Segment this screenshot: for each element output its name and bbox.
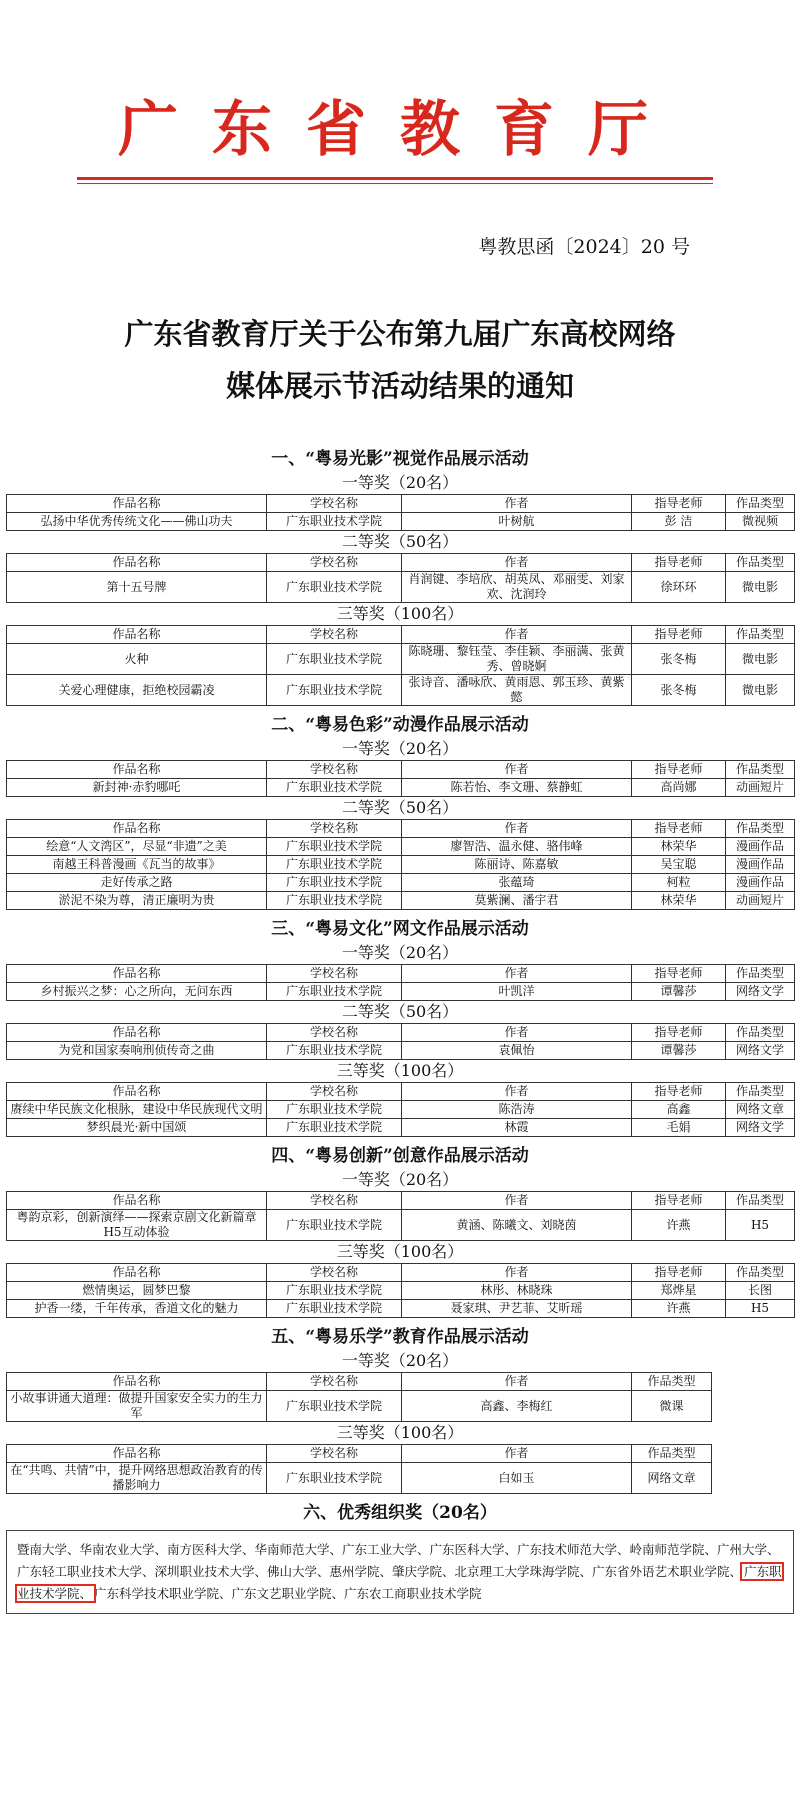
column-header: 学校名称: [267, 1192, 402, 1210]
table-cell: 广东职业技术学院: [267, 675, 402, 706]
table-row: [7, 983, 795, 1001]
document-number: 粤教思函〔2024〕20 号: [478, 236, 690, 258]
column-header: 作者: [402, 1445, 632, 1463]
table-cell: 高鑫: [632, 1101, 726, 1119]
table-cell: 动画短片: [726, 779, 795, 797]
org-award-list: [6, 1530, 794, 1614]
column-header: 学校名称: [267, 820, 402, 838]
column-header: 作品名称: [7, 1192, 267, 1210]
column-header: 作者: [402, 1192, 632, 1210]
column-header: 作者: [402, 820, 632, 838]
results-content: [6, 440, 794, 1614]
table-row: [7, 1391, 712, 1422]
column-header: 指导老师: [632, 1264, 726, 1282]
award-table: [6, 1082, 795, 1137]
column-header: 作品类型: [726, 761, 795, 779]
column-header: 作品类型: [726, 1264, 795, 1282]
table-cell: 林荣华: [632, 892, 726, 910]
table-cell: 小故事讲通大道理：做提升国家安全实力的生力军: [7, 1391, 267, 1422]
award-table: [6, 760, 795, 797]
table-row: [7, 1042, 795, 1060]
table-row: [7, 1119, 795, 1137]
table-row: [7, 644, 795, 675]
table-cell: 广东职业技术学院: [267, 838, 402, 856]
table-header-row: [7, 1373, 712, 1391]
column-header: 作品类型: [726, 965, 795, 983]
award-level: 三等奖（100名）: [336, 1061, 464, 1080]
table-header-row: [7, 965, 795, 983]
award-table: [6, 1372, 712, 1422]
column-header: 指导老师: [632, 1024, 726, 1042]
table-row: [7, 513, 795, 531]
section-title: 六、优秀组织奖（20名）: [303, 1503, 497, 1523]
table-cell: 莫紫澜、潘宇君: [402, 892, 632, 910]
table-cell: 广东职业技术学院: [267, 644, 402, 675]
award-level: 一等奖（20名）: [341, 739, 459, 758]
column-header: 学校名称: [267, 965, 402, 983]
table-cell: 广东职业技术学院: [267, 892, 402, 910]
table-cell: 广东职业技术学院: [267, 1463, 402, 1494]
table-cell: 谭馨莎: [632, 1042, 726, 1060]
award-table: [6, 625, 795, 706]
org-list-text: 广东科学技术职业学院、广东文艺职业学院、广东农工商职业技术学院: [94, 1586, 482, 1601]
table-header-row: [7, 820, 795, 838]
award-level: 二等奖（50名）: [341, 798, 459, 817]
table-cell: 护香一缕，千年传承，香道文化的魅力: [7, 1300, 267, 1318]
table-cell: 广东职业技术学院: [267, 1101, 402, 1119]
column-header: 作品类型: [726, 554, 795, 572]
table-row: [7, 874, 795, 892]
table-row: [7, 675, 795, 706]
table-row: [7, 1300, 795, 1318]
table-cell: 张冬梅: [632, 675, 726, 706]
table-cell: 聂家琪、尹艺菲、艾昕瑶: [402, 1300, 632, 1318]
table-cell: 漫画作品: [726, 838, 795, 856]
table-row: [7, 1210, 795, 1241]
table-cell: 吴宝聪: [632, 856, 726, 874]
table-cell: 林彤、林晓珠: [402, 1282, 632, 1300]
table-cell: 彭 洁: [632, 513, 726, 531]
award-table: [6, 553, 795, 603]
table-header-row: [7, 1192, 795, 1210]
table-cell: 关爱心理健康，拒绝校园霸凌: [7, 675, 267, 706]
table-cell: 广东职业技术学院: [267, 1119, 402, 1137]
table-cell: 陈丽诗、陈嘉敏: [402, 856, 632, 874]
table-cell: H5: [726, 1210, 795, 1241]
column-header: 学校名称: [267, 554, 402, 572]
table-cell: 赓续中华民族文化根脉，建设中华民族现代文明: [7, 1101, 267, 1119]
column-header: 作品类型: [726, 1192, 795, 1210]
column-header: 作者: [402, 965, 632, 983]
table-cell: 漫画作品: [726, 874, 795, 892]
table-cell: 网络文学: [726, 983, 795, 1001]
table-header-row: [7, 1083, 795, 1101]
table-cell: 微电影: [726, 675, 795, 706]
table-cell: 网络文章: [726, 1101, 795, 1119]
header-rule-thin: [77, 183, 713, 184]
table-cell: 淤泥不染为尊，清正廉明为贵: [7, 892, 267, 910]
section-title: 二、“粤易色彩”动漫作品展示活动: [271, 715, 529, 735]
table-cell: 微课: [632, 1391, 712, 1422]
table-cell: 黄涵、陈曦文、刘晓茵: [402, 1210, 632, 1241]
table-cell: 网络文学: [726, 1119, 795, 1137]
table-cell: 柯粒: [632, 874, 726, 892]
table-cell: 广东职业技术学院: [267, 983, 402, 1001]
table-cell: 广东职业技术学院: [267, 1210, 402, 1241]
award-table: [6, 494, 795, 531]
column-header: 指导老师: [632, 820, 726, 838]
award-level: 一等奖（20名）: [341, 1170, 459, 1189]
column-header: 作者: [402, 1373, 632, 1391]
award-level: 一等奖（20名）: [341, 943, 459, 962]
table-cell: H5: [726, 1300, 795, 1318]
table-header-row: [7, 761, 795, 779]
column-header: 学校名称: [267, 1264, 402, 1282]
section-title: 一、“粤易光影”视觉作品展示活动: [271, 449, 529, 469]
table-row: [7, 572, 795, 603]
table-cell: 陈浩涛: [402, 1101, 632, 1119]
column-header: 作品类型: [726, 495, 795, 513]
table-cell: 谭馨莎: [632, 983, 726, 1001]
section-title: 五、“粤易乐学”教育作品展示活动: [271, 1327, 529, 1347]
issuer-name: 广东省教育厅: [118, 95, 682, 165]
table-cell: 广东职业技术学院: [267, 779, 402, 797]
table-cell: 广东职业技术学院: [267, 1042, 402, 1060]
column-header: 作品类型: [632, 1373, 712, 1391]
column-header: 作品名称: [7, 761, 267, 779]
table-cell: 燃情奥运，圆梦巴黎: [7, 1282, 267, 1300]
column-header: 学校名称: [267, 495, 402, 513]
column-header: 指导老师: [632, 1192, 726, 1210]
award-level: 二等奖（50名）: [341, 1002, 459, 1021]
column-header: 作者: [402, 554, 632, 572]
table-cell: 肖润键、李培欣、胡英凤、邓丽雯、刘家欢、沈润玲: [402, 572, 632, 603]
section-title: 三、“粤易文化”网文作品展示活动: [271, 919, 529, 939]
table-cell: 网络文章: [632, 1463, 712, 1494]
column-header: 作品名称: [7, 1264, 267, 1282]
table-cell: 广东职业技术学院: [267, 856, 402, 874]
table-cell: 新封神·赤豹哪吒: [7, 779, 267, 797]
column-header: 作品名称: [7, 820, 267, 838]
column-header: 学校名称: [267, 1373, 402, 1391]
column-header: 作品名称: [7, 1024, 267, 1042]
table-row: [7, 838, 795, 856]
table-cell: 叶凯洋: [402, 983, 632, 1001]
table-cell: 许燕: [632, 1210, 726, 1241]
table-cell: 网络文学: [726, 1042, 795, 1060]
award-table: [6, 819, 795, 910]
table-cell: 广东职业技术学院: [267, 1300, 402, 1318]
table-cell: 林荣华: [632, 838, 726, 856]
table-cell: 粤韵京彩，创新演绎——探索京剧文化新篇章H5互动体验: [7, 1210, 267, 1241]
column-header: 作品名称: [7, 1373, 267, 1391]
table-cell: 微视频: [726, 513, 795, 531]
table-cell: 张诗音、潘咏欣、黄雨恩、郭玉珍、黄紫懿: [402, 675, 632, 706]
award-level: 一等奖（20名）: [341, 1351, 459, 1370]
table-cell: 廖智浩、温永健、骆伟峰: [402, 838, 632, 856]
award-table: [6, 1444, 712, 1494]
table-row: [7, 856, 795, 874]
column-header: 作品类型: [632, 1445, 712, 1463]
table-cell: 微电影: [726, 572, 795, 603]
table-cell: 袁佩怡: [402, 1042, 632, 1060]
column-header: 作者: [402, 761, 632, 779]
table-cell: 走好传承之路: [7, 874, 267, 892]
table-cell: 长图: [726, 1282, 795, 1300]
table-cell: 南越王科普漫画《瓦当的故事》: [7, 856, 267, 874]
table-cell: 白如玉: [402, 1463, 632, 1494]
table-cell: 陈若怡、李文珊、蔡静虹: [402, 779, 632, 797]
table-header-row: [7, 1445, 712, 1463]
table-cell: 张冬梅: [632, 644, 726, 675]
table-cell: 林霞: [402, 1119, 632, 1137]
table-cell: 漫画作品: [726, 856, 795, 874]
table-cell: 徐环环: [632, 572, 726, 603]
table-cell: 郑烨星: [632, 1282, 726, 1300]
column-header: 指导老师: [632, 965, 726, 983]
table-header-row: [7, 554, 795, 572]
award-level: 二等奖（50名）: [341, 532, 459, 551]
table-header-row: [7, 1024, 795, 1042]
table-cell: 微电影: [726, 644, 795, 675]
column-header: 作品类型: [726, 820, 795, 838]
document-title: [0, 308, 800, 412]
table-header-row: [7, 626, 795, 644]
table-header-row: [7, 495, 795, 513]
org-list-text: 暨南大学、华南农业大学、南方医科大学、华南师范大学、广东工业大学、广东医科大学、广东技术师范大学、岭南师范学院、广州大学、广东轻工职业技术大学、深圳职业技术大学、佛山大学、惠州学院、肇庆学院、北京理工大学珠海学院、广东省外语艺术职业学院、: [17, 1542, 780, 1579]
column-header: 指导老师: [632, 626, 726, 644]
table-cell: 动画短片: [726, 892, 795, 910]
table-cell: 张蕴琦: [402, 874, 632, 892]
document-title-line1: 广东省教育厅关于公布第九届广东高校网络: [124, 317, 676, 351]
table-cell: 陈晓珊、黎钰莹、李佳颖、李丽满、张黄秀、曾晓婀: [402, 644, 632, 675]
award-table: [6, 1023, 795, 1060]
table-cell: 为党和国家奏响刑侦传奇之曲: [7, 1042, 267, 1060]
column-header: 作品类型: [726, 626, 795, 644]
column-header: 学校名称: [267, 761, 402, 779]
award-table: [6, 1263, 795, 1318]
table-cell: 广东职业技术学院: [267, 572, 402, 603]
award-table: [6, 964, 795, 1001]
column-header: 作者: [402, 626, 632, 644]
column-header: 作品名称: [7, 626, 267, 644]
table-cell: 火种: [7, 644, 267, 675]
table-cell: 许燕: [632, 1300, 726, 1318]
table-cell: 高鑫、李梅红: [402, 1391, 632, 1422]
table-cell: 毛娟: [632, 1119, 726, 1137]
column-header: 指导老师: [632, 1083, 726, 1101]
section-title: 四、“粤易创新”创意作品展示活动: [271, 1146, 529, 1166]
column-header: 作品名称: [7, 1445, 267, 1463]
column-header: 作品类型: [726, 1024, 795, 1042]
column-header: 学校名称: [267, 1083, 402, 1101]
award-level: 三等奖（100名）: [336, 1242, 464, 1261]
award-table: [6, 1191, 795, 1241]
column-header: 作品名称: [7, 495, 267, 513]
column-header: 作者: [402, 1024, 632, 1042]
award-level: 三等奖（100名）: [336, 604, 464, 623]
column-header: 学校名称: [267, 1024, 402, 1042]
table-cell: 高尚娜: [632, 779, 726, 797]
table-cell: 在“共鸣、共情”中，提升网络思想政治教育的传播影响力: [7, 1463, 267, 1494]
table-cell: 乡村振兴之梦：心之所向，无问东西: [7, 983, 267, 1001]
column-header: 学校名称: [267, 626, 402, 644]
table-row: [7, 1463, 712, 1494]
table-row: [7, 1101, 795, 1119]
column-header: 指导老师: [632, 554, 726, 572]
table-cell: 弘扬中华优秀传统文化——佛山功夫: [7, 513, 267, 531]
table-cell: 广东职业技术学院: [267, 874, 402, 892]
award-level: 一等奖（20名）: [341, 473, 459, 492]
table-cell: 第十五号牌: [7, 572, 267, 603]
column-header: 作品名称: [7, 1083, 267, 1101]
column-header: 作品名称: [7, 554, 267, 572]
column-header: 指导老师: [632, 761, 726, 779]
column-header: 学校名称: [267, 1445, 402, 1463]
table-cell: 广东职业技术学院: [267, 513, 402, 531]
table-row: [7, 779, 795, 797]
column-header: 作者: [402, 495, 632, 513]
column-header: 作者: [402, 1083, 632, 1101]
column-header: 指导老师: [632, 495, 726, 513]
column-header: 作者: [402, 1264, 632, 1282]
table-row: [7, 892, 795, 910]
table-cell: 梦织晨光·新中国颂: [7, 1119, 267, 1137]
header-rule: [77, 177, 713, 180]
document-title-line2: 媒体展示节活动结果的通知: [225, 369, 574, 403]
column-header: 作品名称: [7, 965, 267, 983]
table-cell: 广东职业技术学院: [267, 1391, 402, 1422]
highlighted-school: 广东职业技术学院、: [17, 1564, 782, 1601]
award-level: 三等奖（100名）: [336, 1423, 464, 1442]
table-cell: 广东职业技术学院: [267, 1282, 402, 1300]
table-cell: 叶树航: [402, 513, 632, 531]
table-cell: 绘意“人文湾区”，尽显“非遗”之美: [7, 838, 267, 856]
table-row: [7, 1282, 795, 1300]
column-header: 作品类型: [726, 1083, 795, 1101]
table-header-row: [7, 1264, 795, 1282]
